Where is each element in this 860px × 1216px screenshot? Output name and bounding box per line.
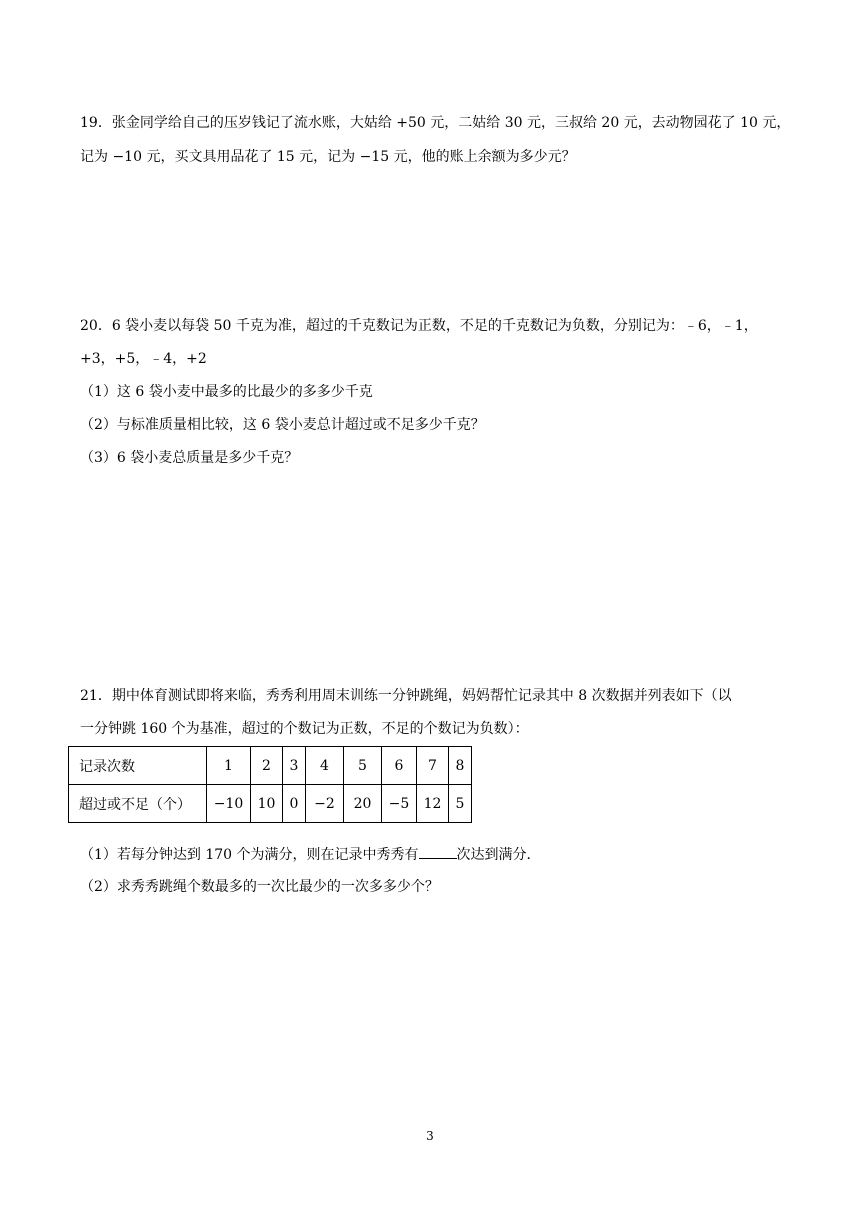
q21-sub1 <box>80 844 541 865</box>
table-header-cell: 超过或不足（个） <box>69 785 207 823</box>
table-row <box>69 747 472 785</box>
table-cell: 6 <box>382 747 417 785</box>
q21-sub1-after: 次达到满分． <box>456 847 541 863</box>
table-cell: 4 <box>306 747 344 785</box>
jump-rope-table <box>68 746 472 823</box>
table-cell: 2 <box>251 747 283 785</box>
q19-line1: 19．张金同学给自己的压岁钱记了流水账，大姑给 +50 元，二姑给 30 元，三叔给 20 元，去动物园花了 10 元， <box>80 115 791 131</box>
table-cell: −2 <box>306 785 344 823</box>
table-cell: 8 <box>449 747 472 785</box>
table-cell: −10 <box>207 785 251 823</box>
q19-line2: 记为 −10 元，买文具用品花了 15 元，记为 −15 元，他的账上余额为多少元？ <box>80 149 576 165</box>
q21-line2: 一分钟跳 160 个为基准，超过的个数记为正数，不足的个数记为负数）： <box>80 721 529 737</box>
q20-sub1: （1）这 6 袋小麦中最多的比最少的多多少千克 <box>80 384 373 400</box>
page-number: 3 <box>426 1129 434 1143</box>
table-cell: −5 <box>382 785 417 823</box>
q20-line2: +3，+5，﹣4，+2 <box>80 351 207 367</box>
table-cell: 12 <box>417 785 449 823</box>
q21-sub2: （2）求秀秀跳绳个数最多的一次比最少的一次多多少个？ <box>80 879 439 895</box>
q21-sub1-before: （1）若每分钟达到 170 个为满分，则在记录中秀秀有 <box>80 847 419 863</box>
table-cell: 1 <box>207 747 251 785</box>
q20-sub3: （3）6 袋小麦总质量是多少千克？ <box>80 450 299 466</box>
table-row <box>69 785 472 823</box>
table-cell: 5 <box>344 747 382 785</box>
table-cell: 0 <box>283 785 306 823</box>
q20-sub2: （2）与标准质量相比较，这 6 袋小麦总计超过或不足多少千克？ <box>80 417 485 433</box>
table-cell: 3 <box>283 747 306 785</box>
answer-blank[interactable] <box>419 844 457 859</box>
table-header-cell: 记录次数 <box>69 747 207 785</box>
q21-line1: 21．期中体育测试即将来临，秀秀利用周末训练一分钟跳绳，妈妈帮忙记录其中 8 次数据并列表如下（以 <box>80 688 732 704</box>
table-cell: 20 <box>344 785 382 823</box>
table-cell: 5 <box>449 785 472 823</box>
table-cell: 10 <box>251 785 283 823</box>
q20-line1: 20．6 袋小麦以每袋 50 千克为准，超过的千克数记为正数，不足的千克数记为负数，分别记为：﹣6，﹣1， <box>80 318 758 334</box>
table-cell: 7 <box>417 747 449 785</box>
